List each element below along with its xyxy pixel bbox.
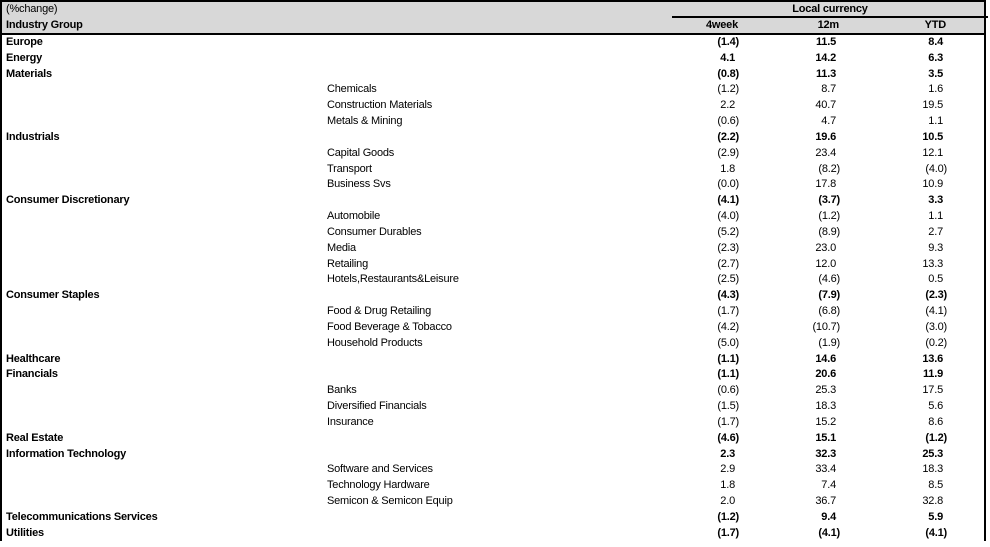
header-row-currency [2,2,984,17]
table-row [2,209,984,225]
value-12m: 17.8 [815,178,836,191]
value-ytd: 11.9 [922,368,943,381]
table-row [2,431,984,447]
row-spacer [948,415,988,431]
value-ytd: 1.1 [928,210,943,223]
table-row [2,510,984,526]
table-row [2,352,984,368]
value-12m: (7.9) [818,289,840,302]
sub-industry-label: Chemicals [327,83,377,96]
table-row [2,272,984,288]
value-ytd: 3.3 [928,194,943,207]
value-4week: (1.2) [717,83,739,96]
value-ytd: 18.3 [922,463,943,476]
row-spacer [948,67,988,83]
row-spacer [948,257,988,273]
sub-industry-label: Automobile [327,210,381,223]
value-ytd: 2.7 [928,225,943,238]
sub-industry-label: Metals & Mining [327,115,403,128]
value-4week: (1.7) [717,526,739,539]
col-header-12m: 12m [817,19,839,31]
table-row [2,336,984,352]
sub-industry-label: Software and Services [327,463,433,476]
table-row [2,257,984,273]
value-4week: (0.6) [717,115,739,128]
value-4week: (1.1) [717,352,739,365]
value-ytd: 25.3 [922,447,943,460]
value-4week: 2.9 [720,463,735,476]
value-ytd: 3.5 [928,67,943,80]
industry-group-header: Industry Group [6,19,83,31]
value-12m: 14.6 [815,352,836,365]
value-4week: (5.2) [717,225,739,238]
table-row [2,383,984,399]
industry-group-label: Financials [6,368,58,381]
value-12m: 15.2 [815,415,836,428]
value-4week: 1.8 [720,162,735,175]
table-header [2,2,984,35]
value-4week: (1.1) [717,368,739,381]
value-4week: (1.5) [717,400,739,413]
industry-group-label: Energy [6,51,43,64]
value-12m: 23.0 [815,241,836,254]
value-4week: (5.0) [717,336,739,349]
value-ytd: 1.6 [928,83,943,96]
table-row [2,35,984,51]
industry-group-label: Healthcare [6,352,61,365]
value-ytd: 10.5 [922,130,943,143]
value-4week: (1.7) [717,415,739,428]
table-row [2,98,984,114]
row-spacer [948,494,988,510]
value-12m: (8.2) [818,162,840,175]
industry-group-label: Consumer Discretionary [6,194,130,207]
value-12m: 23.4 [815,146,836,159]
row-spacer [948,241,988,257]
value-12m: (3.7) [818,194,840,207]
value-12m: 33.4 [815,463,836,476]
value-12m: 25.3 [815,384,836,397]
row-spacer [948,399,988,415]
value-4week: 2.3 [720,447,735,460]
sub-industry-label: Business Svs [327,178,391,191]
sub-industry-label: Construction Materials [327,99,433,112]
row-spacer [948,431,988,447]
table-row [2,82,984,98]
row-spacer [948,162,988,178]
table-row [2,130,984,146]
row-spacer [948,114,988,130]
row-spacer [948,82,988,98]
value-4week: (2.3) [717,241,739,254]
value-ytd: 12.1 [922,146,943,159]
value-12m: 18.3 [815,400,836,413]
row-spacer [948,209,988,225]
industry-group-label: Consumer Staples [6,289,100,302]
table-row [2,288,984,304]
value-4week: (0.6) [717,384,739,397]
row-spacer [948,193,988,209]
value-ytd: 8.4 [928,36,943,48]
row-spacer [948,35,988,51]
value-12m: 32.3 [815,447,836,460]
table-row [2,494,984,510]
value-ytd: 10.9 [922,178,943,191]
value-4week: 2.2 [720,99,735,112]
value-12m: 19.6 [815,130,836,143]
value-12m: (10.7) [812,320,840,333]
sub-industry-label: Food & Drug Retailing [327,305,432,318]
value-4week: (2.7) [717,257,739,270]
table-row [2,51,984,67]
value-ytd: 1.1 [928,115,943,128]
row-spacer [948,320,988,336]
value-12m: 11.5 [815,36,836,48]
value-ytd: (0.2) [925,336,947,349]
row-spacer [948,304,988,320]
value-12m: (1.2) [818,210,840,223]
value-ytd: 8.5 [928,479,943,492]
value-12m: 7.4 [821,479,836,492]
value-12m: (6.8) [818,305,840,318]
value-ytd: 32.8 [922,495,943,508]
value-ytd: 5.9 [928,510,943,523]
value-12m: (1.9) [818,336,840,349]
value-4week: (4.0) [717,210,739,223]
industry-group-label: Information Technology [6,447,127,460]
row-spacer [948,447,988,463]
table-row [2,320,984,336]
sub-industry-label: Food Beverage & Tobacco [327,320,452,333]
sub-industry-label: Semicon & Semicon Equip [327,495,453,508]
value-12m: 36.7 [815,495,836,508]
value-4week: 4.1 [720,51,735,64]
value-ytd: (3.0) [925,320,947,333]
sub-industry-label: Media [327,241,356,254]
sub-industry-label: Hotels,Restaurants&Leisure [327,273,459,286]
value-12m: 15.1 [815,431,836,444]
table-row [2,399,984,415]
value-4week: (1.2) [717,510,739,523]
value-12m: (4.6) [818,273,840,286]
value-ytd: 17.5 [922,384,943,397]
header-row-columns [2,17,984,33]
col-header-4week: 4week [705,19,738,31]
value-4week: (0.0) [717,178,739,191]
header-spacer [948,17,988,33]
value-4week: (2.2) [717,130,739,143]
value-12m: 40.7 [815,99,836,112]
value-4week: (4.6) [717,431,739,444]
value-12m: (4.1) [818,526,840,539]
industry-group-label: Real Estate [6,431,64,444]
table-row [2,526,984,542]
value-ytd: (4.1) [925,305,947,318]
col-header-ytd: YTD [924,19,946,31]
value-ytd: 9.3 [928,241,943,254]
value-ytd: 5.6 [928,400,943,413]
value-ytd: (4.0) [925,162,947,175]
row-spacer [948,383,988,399]
table-row [2,162,984,178]
value-ytd: 0.5 [928,273,943,286]
sub-industry-label: Consumer Durables [327,225,422,238]
row-spacer [948,288,988,304]
value-12m: 9.4 [821,510,836,523]
value-12m: 12.0 [815,257,836,270]
value-4week: (0.8) [717,67,739,80]
row-spacer [948,352,988,368]
value-ytd: 8.6 [928,415,943,428]
row-spacer [948,177,988,193]
value-4week: 1.8 [720,479,735,492]
table-row [2,114,984,130]
table-row [2,241,984,257]
row-spacer [948,510,988,526]
table-row [2,367,984,383]
value-ytd: 19.5 [922,99,943,112]
value-4week: (1.4) [717,36,739,48]
sub-industry-label: Diversified Financials [327,400,427,413]
value-4week: (4.2) [717,320,739,333]
value-4week: (2.5) [717,273,739,286]
percent-change-label: (%change) [6,3,58,15]
value-ytd: 6.3 [928,51,943,64]
row-spacer [948,130,988,146]
value-4week: (1.7) [717,305,739,318]
row-spacer [948,462,988,478]
industry-group-label: Utilities [6,526,44,539]
row-spacer [948,526,988,542]
value-ytd: 13.3 [922,257,943,270]
value-12m: (8.9) [818,225,840,238]
industry-group-label: Europe [6,36,43,48]
sub-industry-label: Household Products [327,336,423,349]
value-ytd: (4.1) [925,526,947,539]
row-spacer [948,272,988,288]
industry-group-label: Telecommunications Services [6,510,158,523]
value-ytd: (2.3) [925,289,947,302]
table-row [2,415,984,431]
row-spacer [948,51,988,67]
sub-industry-label: Technology Hardware [327,479,430,492]
local-currency-header: Local currency [672,2,988,18]
sub-industry-label: Insurance [327,415,374,428]
table-row [2,462,984,478]
table-row [2,146,984,162]
value-12m: 8.7 [821,83,836,96]
table-row [2,478,984,494]
row-spacer [948,98,988,114]
row-spacer [948,367,988,383]
row-spacer [948,146,988,162]
table-row [2,67,984,83]
table-row [2,193,984,209]
value-4week: (4.3) [717,289,739,302]
sub-industry-label: Capital Goods [327,146,395,159]
table-row [2,447,984,463]
value-ytd: 13.6 [922,352,943,365]
table-body [2,35,984,542]
row-spacer [948,478,988,494]
table-row [2,225,984,241]
value-12m: 4.7 [821,115,836,128]
table-row [2,177,984,193]
value-4week: (4.1) [717,194,739,207]
table-row [2,304,984,320]
sub-industry-label: Banks [327,384,357,397]
value-12m: 11.3 [815,67,836,80]
value-ytd: (1.2) [925,431,947,444]
value-12m: 20.6 [815,368,836,381]
value-4week: (2.9) [717,146,739,159]
industry-group-label: Industrials [6,130,60,143]
sub-industry-label: Retailing [327,257,369,270]
value-4week: 2.0 [720,495,735,508]
value-12m: 14.2 [815,51,836,64]
row-spacer [948,225,988,241]
sub-industry-label: Transport [327,162,372,175]
industry-group-label: Materials [6,67,52,80]
row-spacer [948,336,988,352]
